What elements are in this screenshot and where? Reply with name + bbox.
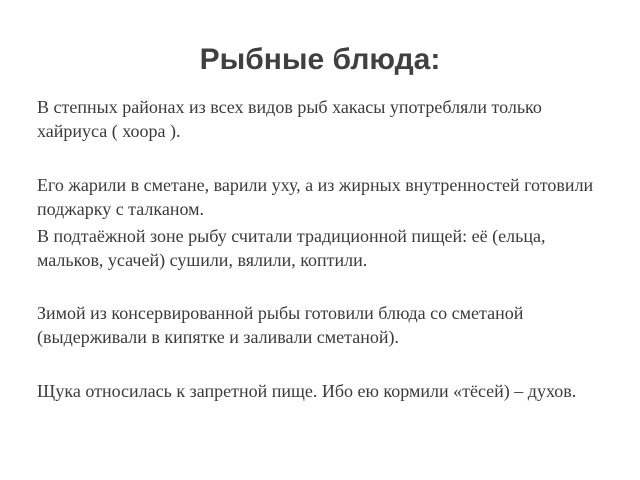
paragraph-4: Зимой из консервированной рыбы готовили блюда со сметаной (выдерживали в кипятке и заливали сметаной). bbox=[37, 303, 524, 347]
paragraph-2: Его жарили в сметане, варили уху, а из жирных внутренностей готовили поджарку с талканом. bbox=[37, 175, 594, 219]
paragraph-1: В степных районах из всех видов рыб хакасы употребляли только хайриуса ( хоора ). bbox=[37, 97, 542, 141]
paragraph-3: В подтаёжной зоне рыбу считали традиционной пищей: её (ельца, мальков, усачей) сушили, вялили, коптили. bbox=[37, 226, 546, 270]
slide-title: Рыбные блюда: bbox=[199, 43, 441, 76]
paragraph-5: Щука относилась к запретной пище. Ибо ею кормили «тёсей) – духов. bbox=[37, 381, 577, 401]
